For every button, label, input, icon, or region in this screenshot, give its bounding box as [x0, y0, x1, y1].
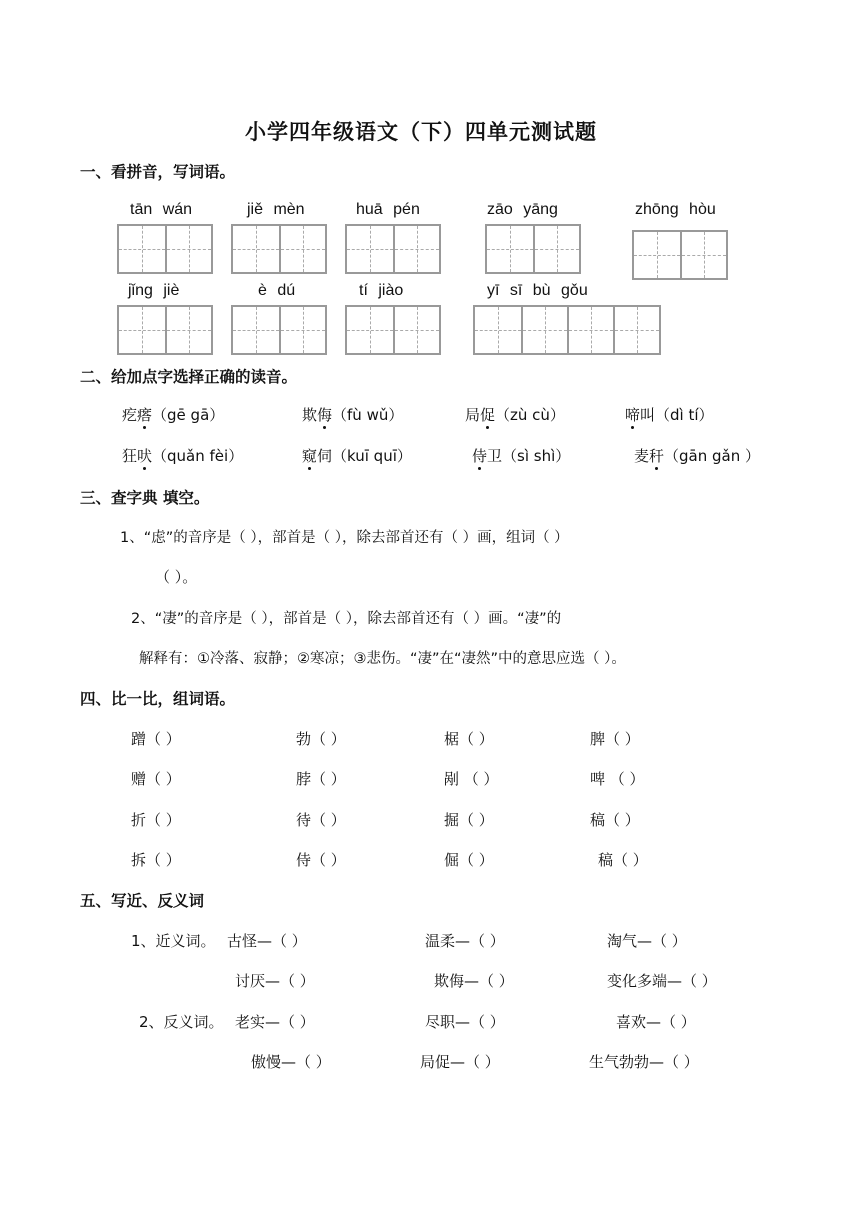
- synonym-item: 变化多端—（ ）: [607, 972, 717, 990]
- writing-grid-3[interactable]: [345, 224, 441, 274]
- reading-item-8: 麦秆（gān gǎn ）: [634, 447, 761, 465]
- synonym-item: 欺侮—（ ）: [434, 972, 514, 990]
- compare-item: 勃（ ）: [296, 730, 346, 748]
- writing-grid-7[interactable]: [231, 305, 327, 355]
- compare-item: 蹭（ ）: [131, 730, 181, 748]
- synonym-label: 1、近义词。: [131, 932, 216, 950]
- antonym-item: 局促—（ ）: [420, 1053, 500, 1071]
- compare-item: 啤 （ ）: [590, 770, 645, 788]
- pinyin-8: tí jiào: [359, 282, 404, 299]
- synonym-item: 古怪—（ ）: [227, 932, 307, 950]
- question-3-2-line-2: 解释有：①冷落、寂静；②寒凉；③悲伤。“凄”在“凄然”中的意思应选（ ）。: [139, 651, 626, 667]
- question-3-2-line-1: 2、“凄”的音序是（ ），部首是（ ），除去部首还有（ ）画。“凄”的: [131, 611, 562, 627]
- reading-item-3: 局促（zù cù）: [465, 406, 565, 424]
- writing-grid-4[interactable]: [485, 224, 581, 274]
- dotted-char: 秆: [649, 447, 665, 465]
- dotted-char: 啼: [625, 406, 641, 424]
- reading-item-2: 欺侮（fù wǔ）: [302, 406, 404, 424]
- dotted-char: 窥: [302, 447, 318, 465]
- compare-item: 侍（ ）: [296, 851, 346, 869]
- compare-item: 剐 （ ）: [444, 770, 499, 788]
- section-5-heading: 五、写近、反义词: [80, 892, 205, 910]
- section-3-heading: 三、查字典 填空。: [80, 489, 210, 507]
- page-title: 小学四年级语文（下）四单元测试题: [245, 120, 597, 144]
- antonym-item: 老实—（ ）: [235, 1013, 315, 1031]
- compare-item: 待（ ）: [296, 811, 346, 829]
- antonym-label: 2、反义词。: [139, 1013, 224, 1031]
- pinyin-2: jiě mèn: [247, 201, 305, 218]
- reading-item-1: 疙瘩（gē gā）: [122, 406, 225, 424]
- compare-item: 倔（ ）: [444, 851, 494, 869]
- compare-item: 赠（ ）: [131, 770, 181, 788]
- compare-item: 掘（ ）: [444, 811, 494, 829]
- compare-item: 稿（ ）: [598, 851, 648, 869]
- question-3-1-line-1: 1、“虑”的音序是（ ），部首是（ ），除去部首还有（ ）画，组词（ ）: [120, 530, 569, 546]
- compare-item: 椐（ ）: [444, 730, 494, 748]
- antonym-item: 喜欢—（ ）: [616, 1013, 696, 1031]
- writing-grid-2[interactable]: [231, 224, 327, 274]
- reading-item-6: 窥伺（kuī quī）: [302, 447, 412, 465]
- pinyin-9: yī sī bù gǒu: [487, 282, 588, 299]
- compare-item: 脖（ ）: [296, 770, 346, 788]
- question-3-1-line-2: （ ）。: [155, 568, 198, 586]
- dotted-char: 促: [480, 406, 496, 424]
- synonym-item: 淘气—（ ）: [607, 932, 687, 950]
- dotted-char: 侮: [317, 406, 333, 424]
- section-2-heading: 二、给加点字选择正确的读音。: [80, 368, 298, 386]
- compare-item: 拆（ ）: [131, 851, 181, 869]
- synonym-item: 温柔—（ ）: [425, 932, 505, 950]
- pinyin-5: zhōng hòu: [635, 201, 716, 218]
- writing-grid-6[interactable]: [117, 305, 213, 355]
- pinyin-6: jǐng jiè: [128, 282, 180, 299]
- compare-item: 脾（ ）: [590, 730, 640, 748]
- compare-item: 稿（ ）: [590, 811, 640, 829]
- reading-item-7: 侍卫（sì shì）: [472, 447, 571, 465]
- section-1-heading: 一、看拼音，写词语。: [80, 163, 236, 181]
- reading-item-5: 狂吠（quǎn fèi）: [122, 447, 244, 465]
- reading-item-4: 啼叫（dì tí）: [625, 406, 714, 424]
- pinyin-7: è dú: [258, 282, 296, 299]
- antonym-item: 尽职—（ ）: [425, 1013, 505, 1031]
- writing-grid-8[interactable]: [345, 305, 441, 355]
- writing-grid-1[interactable]: [117, 224, 213, 274]
- section-4-heading: 四、比一比，组词语。: [80, 690, 236, 708]
- dotted-char: 瘩: [137, 406, 153, 424]
- writing-grid-9[interactable]: [473, 305, 661, 355]
- dotted-char: 侍: [472, 447, 488, 465]
- pinyin-4: zāo yāng: [487, 201, 558, 218]
- antonym-item: 生气勃勃—（ ）: [589, 1053, 699, 1071]
- pinyin-1: tān wán: [130, 201, 193, 218]
- compare-item: 折（ ）: [131, 811, 181, 829]
- writing-grid-5[interactable]: [632, 230, 728, 280]
- antonym-item: 傲慢—（ ）: [251, 1053, 331, 1071]
- pinyin-3: huā pén: [356, 201, 420, 218]
- synonym-item: 讨厌—（ ）: [235, 972, 315, 990]
- dotted-char: 吠: [137, 447, 153, 465]
